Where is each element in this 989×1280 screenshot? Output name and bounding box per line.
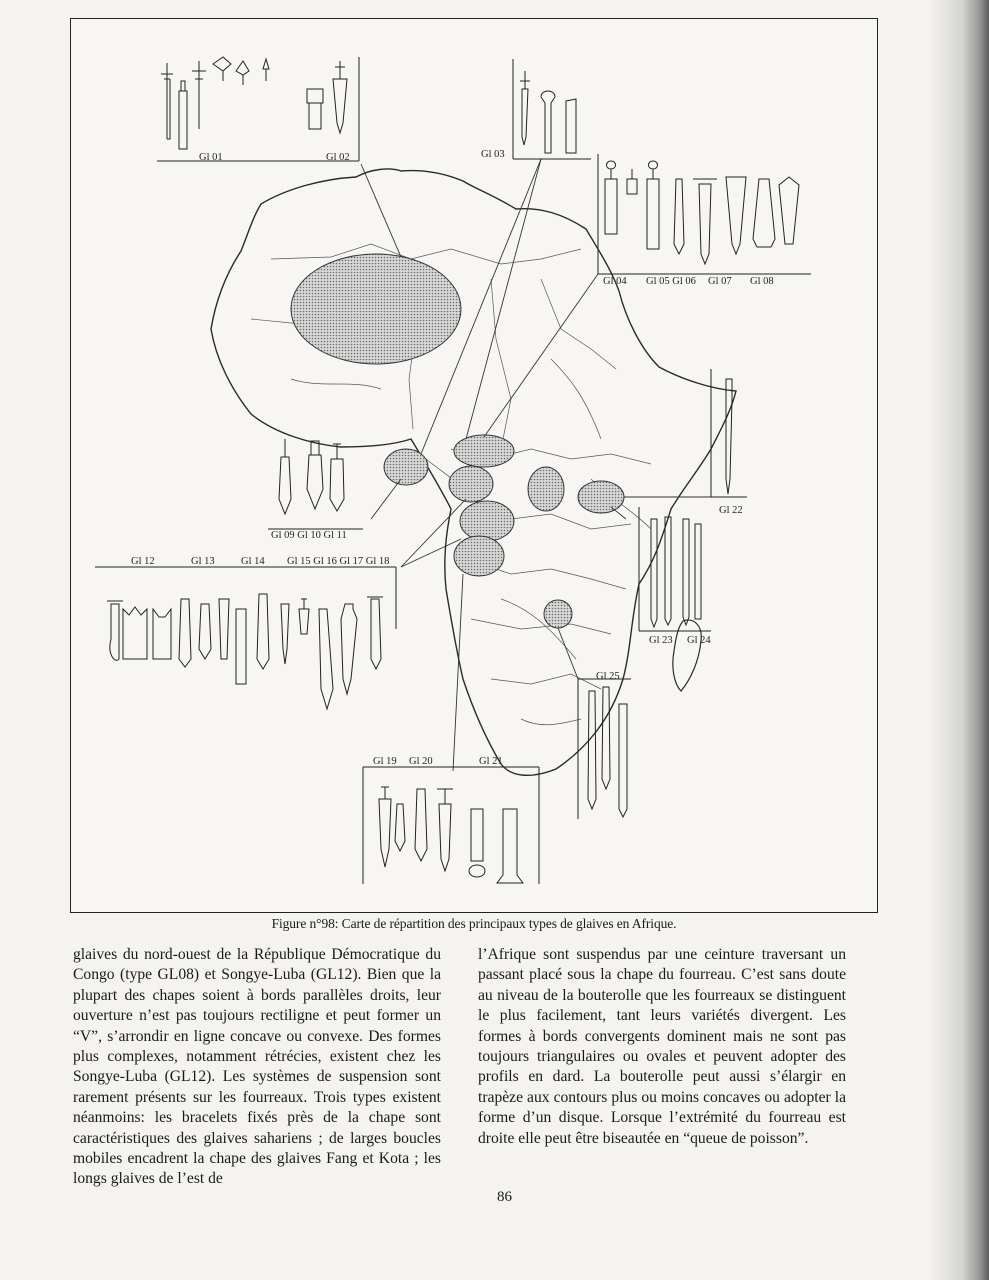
body-text-left-column: glaives du nord-ouest de la République Démocratique du Congo (type GL08) et Songye-Luba (GL12). Bien que la plupart des chapes soient à bords parallèles droits, leur ouverture n’est pas toujours rectiligne et peut former un “V”, s’arrondir en ligne concave ou convexe. Des formes plus complexes, notamment rétrécies, existent chez les Songye-Luba (GL12). Les systèmes de suspension sont rarement présents sur les fourreaux. Trois types existent néanmoins: les bracelets fixés près de la chape sont caractéristiques des glaives sahariens ; de larges boucles mobiles encadrent la chape des glaives Fang et Kota ; les longs glaives de l’est de <box>73 946 441 1188</box>
label-gl02: Gl 02 <box>326 152 350 163</box>
weapon-group-gl19-gl21 <box>363 767 539 884</box>
body-text-right-column: l’Afrique sont suspendus par une ceinture traversant un passant placé sous la chape du fourreau. C’est sans doute au niveau de la bouterolle que les fourreaux se distinguent le plus facilement, tant leurs variétés divergent. Les formes à bords convergents dominent mais ne sont pas toujours triangulaires ou ovales et peuvent adopter des profils en dard. La bouterolle peut aussi s’élargir en trapèze aux contours plus ou moins concaves ou adopter la forme d’un disque. Lorsque l’extrémité du fourreau est droite elle peut être biseautée en “queue de poisson”. <box>478 946 846 1147</box>
weapon-group-gl25 <box>578 679 631 819</box>
label-gl20: Gl 20 <box>409 756 433 767</box>
zone-east <box>578 481 624 513</box>
label-gl01: Gl 01 <box>199 152 223 163</box>
label-gl19: Gl 19 <box>373 756 397 767</box>
zone-central-3 <box>460 501 514 541</box>
weapon-group-gl12-gl18 <box>95 567 396 709</box>
label-gl21: Gl 21 <box>479 756 503 767</box>
zone-central-4 <box>454 536 504 576</box>
figure-frame <box>70 18 878 913</box>
weapon-group-gl04-gl08 <box>598 154 811 274</box>
zone-central-1 <box>454 435 514 467</box>
zone-west-central <box>384 449 428 485</box>
weapon-group-gl23-gl24 <box>639 507 711 631</box>
weapon-group-gl01-gl02 <box>157 57 359 161</box>
page-number: 86 <box>497 1189 512 1205</box>
label-gl05-gl06: Gl 05 Gl 06 <box>646 276 696 287</box>
zone-south-east <box>544 600 572 628</box>
africa-distribution-map <box>71 19 879 914</box>
label-gl24: Gl 24 <box>687 635 711 646</box>
label-gl15-gl18: Gl 15 Gl 16 Gl 17 Gl 18 <box>287 556 390 567</box>
label-gl13: Gl 13 <box>191 556 215 567</box>
label-gl12: Gl 12 <box>131 556 155 567</box>
label-gl14: Gl 14 <box>241 556 265 567</box>
label-gl07: Gl 07 <box>708 276 732 287</box>
label-gl09-gl11: Gl 09 Gl 10 Gl 11 <box>271 530 347 541</box>
label-gl08: Gl 08 <box>750 276 774 287</box>
zone-sahara <box>291 254 461 364</box>
page-binding-shadow <box>929 0 989 1280</box>
label-gl03: Gl 03 <box>481 149 505 160</box>
label-gl04: Gl 04 <box>603 276 627 287</box>
zone-great-lakes <box>528 467 564 511</box>
figure-caption: Figure n°98: Carte de répartition des principaux types de glaives en Afrique. <box>271 916 677 931</box>
weapon-group-gl09-gl11 <box>268 439 363 529</box>
distribution-zones <box>291 254 624 628</box>
zone-central-2 <box>449 466 493 502</box>
label-gl23: Gl 23 <box>649 635 673 646</box>
label-gl25: Gl 25 <box>596 671 620 682</box>
label-gl22: Gl 22 <box>719 505 743 516</box>
weapon-group-gl03 <box>513 59 591 159</box>
